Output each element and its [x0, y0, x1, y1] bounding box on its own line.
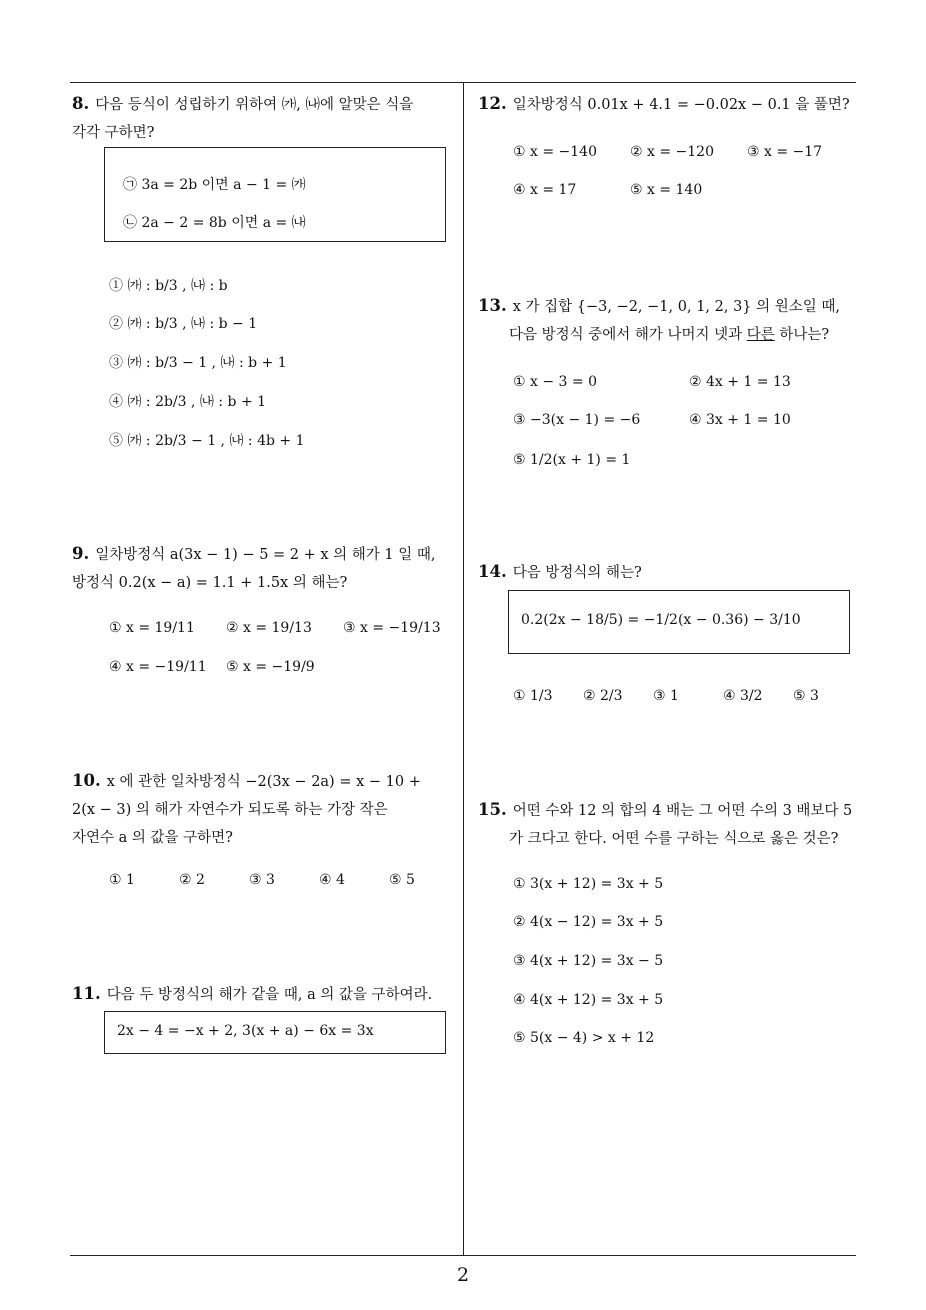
- underlined-word: 다른: [746, 327, 775, 343]
- choice[interactable]: ② ㈎ : b/3 , ㈏ : b − 1: [109, 316, 258, 332]
- choice[interactable]: ③ −3(x − 1) = −6: [513, 412, 641, 428]
- question-10: [72, 767, 456, 852]
- choice[interactable]: ① 3(x + 12) = 3x + 5: [513, 876, 664, 892]
- question-number: 10.: [72, 771, 101, 790]
- choice[interactable]: ① ㈎ : b/3 , ㈏ : b: [109, 278, 228, 294]
- choice[interactable]: ④ 3/2: [723, 688, 763, 704]
- choice[interactable]: ③ ㈎ : b/3 − 1 , ㈏ : b + 1: [109, 355, 287, 371]
- question-text: 방정식 0.2(x − a) = 1.1 + 1.5x 의 해는?: [72, 575, 348, 591]
- choice[interactable]: ⑤ 3: [793, 688, 819, 704]
- choice[interactable]: ⑤ 5(x − 4) > x + 12: [513, 1030, 655, 1046]
- question-number: 9.: [72, 544, 90, 563]
- box-line: 2x − 4 = −x + 2, 3(x + a) − 6x = 3x: [117, 1023, 374, 1039]
- choice[interactable]: ④ 3x + 1 = 10: [689, 412, 791, 428]
- question-11: [72, 980, 456, 1009]
- question-9: [72, 540, 456, 597]
- question-text: 다음 방정식의 해는?: [512, 565, 642, 581]
- question-12: [478, 90, 858, 119]
- question-text: x 가 집합 {−3, −2, −1, 0, 1, 2, 3} 의 원소일 때,: [512, 299, 841, 315]
- question-8: [72, 90, 456, 147]
- question-text: 자연수 a 의 값을 구하면?: [72, 830, 233, 846]
- choice[interactable]: ④ 4: [319, 872, 345, 888]
- choice[interactable]: ② 2: [179, 872, 205, 888]
- choice[interactable]: ⑤ 1/2(x + 1) = 1: [513, 452, 631, 468]
- question-text: 다음 두 방정식의 해가 같을 때, a 의 값을 구하여라.: [106, 987, 433, 1003]
- choice[interactable]: ① x = 19/11: [109, 620, 195, 636]
- box-line: ㉠ 3a = 2b 이면 a − 1 = ㈎: [123, 177, 306, 193]
- question-text: 2(x − 3) 의 해가 자연수가 되도록 하는 가장 작은: [72, 802, 388, 818]
- question-text: 하나는?: [774, 327, 830, 343]
- choice[interactable]: ④ 4(x + 12) = 3x + 5: [513, 992, 664, 1008]
- choice[interactable]: ② 2/3: [583, 688, 623, 704]
- choice[interactable]: ② 4(x − 12) = 3x + 5: [513, 914, 664, 930]
- choice[interactable]: ③ 3: [249, 872, 275, 888]
- choice[interactable]: ② 4x + 1 = 13: [689, 374, 791, 390]
- question-number: 8.: [72, 94, 90, 113]
- bottom-rule: [70, 1255, 856, 1256]
- question-number: 14.: [478, 562, 507, 581]
- choice[interactable]: ④ ㈎ : 2b/3 , ㈏ : b + 1: [109, 394, 267, 410]
- question-text: 일차방정식 a(3x − 1) − 5 = 2 + x 의 해가 1 일 때,: [95, 547, 436, 563]
- choice[interactable]: ③ 1: [653, 688, 679, 704]
- choice[interactable]: ③ x = −19/13: [343, 620, 441, 636]
- equation-box: [508, 590, 850, 654]
- equation-box: [104, 1011, 446, 1054]
- choice[interactable]: ⑤ ㈎ : 2b/3 − 1 , ㈏ : 4b + 1: [109, 433, 305, 449]
- choice[interactable]: ⑤ 5: [389, 872, 415, 888]
- question-text: 어떤 수와 12 의 합의 4 배는 그 어떤 수의 3 배보다 5: [512, 803, 853, 819]
- question-text: 일차방정식 0.01x + 4.1 = −0.02x − 0.1 을 풀면?: [512, 97, 850, 113]
- choice[interactable]: ① 1/3: [513, 688, 553, 704]
- question-text: 다음 방정식 중에서 해가 나머지 넷과: [509, 327, 747, 343]
- box-line: ㉡ 2a − 2 = 8b 이면 a = ㈏: [123, 215, 306, 231]
- choice[interactable]: ① x = −140: [513, 144, 597, 160]
- choice[interactable]: ④ x = −19/11: [109, 659, 207, 675]
- question-text: 다음 등식이 성립하기 위하여 ㈎, ㈏에 알맞은 식을: [95, 97, 414, 113]
- question-text: x 에 관한 일차방정식 −2(3x − 2a) = x − 10 +: [106, 774, 421, 790]
- question-text: 각각 구하면?: [72, 125, 155, 141]
- choice[interactable]: ⑤ x = −19/9: [226, 659, 315, 675]
- column-divider: [463, 82, 464, 1255]
- box-line: 0.2(2x − 18/5) = −1/2(x − 0.36) − 3/10: [521, 612, 801, 628]
- page-number: 2: [456, 1264, 470, 1286]
- question-15: [478, 796, 858, 853]
- choice[interactable]: ④ x = 17: [513, 182, 577, 198]
- choice[interactable]: ① 1: [109, 872, 135, 888]
- condition-box: [104, 147, 446, 242]
- question-13: [478, 292, 858, 349]
- choice[interactable]: ⑤ x = 140: [630, 182, 703, 198]
- question-number: 15.: [478, 800, 507, 819]
- choice[interactable]: ② x = −120: [630, 144, 714, 160]
- choice[interactable]: ③ 4(x + 12) = 3x − 5: [513, 953, 664, 969]
- choice[interactable]: ③ x = −17: [747, 144, 823, 160]
- question-number: 13.: [478, 296, 507, 315]
- choice[interactable]: ① x − 3 = 0: [513, 374, 597, 390]
- question-number: 11.: [72, 984, 101, 1003]
- choice[interactable]: ② x = 19/13: [226, 620, 312, 636]
- question-number: 12.: [478, 94, 507, 113]
- question-text: 가 크다고 한다. 어떤 수를 구하는 식으로 옳은 것은?: [509, 831, 839, 847]
- question-14: [478, 558, 858, 587]
